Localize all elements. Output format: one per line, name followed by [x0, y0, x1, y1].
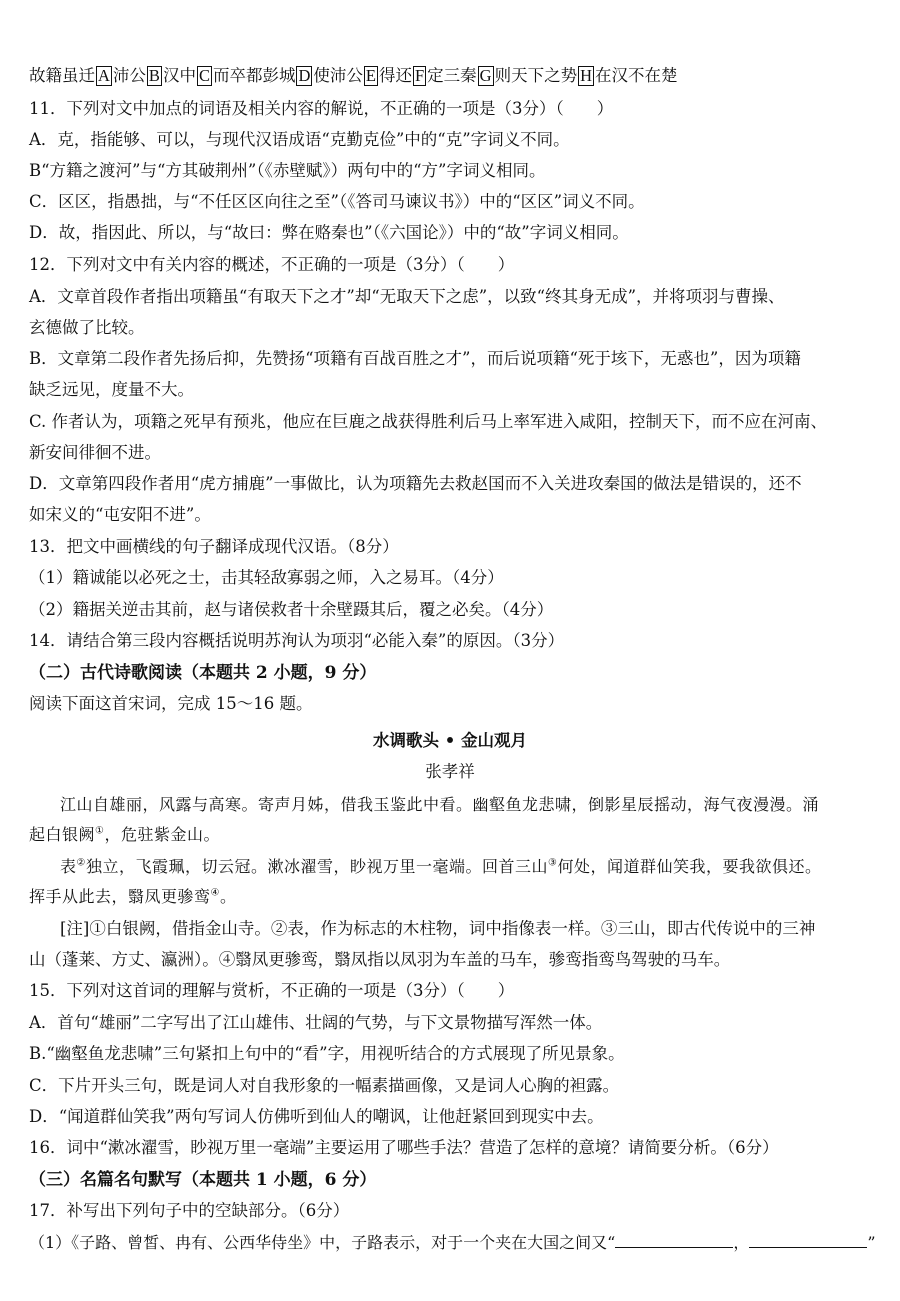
poem-note-line-1: [注]①白银阙，借指金山寺。②表，作为标志的木柱物，词中指像表一样。③三山，即古代传说中的三神: [60, 919, 816, 938]
q11-option-c[interactable]: C．区区，指愚拙，与“不任区区向往之至”（《答司马谏议书》）中的“区区”词义不同。: [29, 192, 645, 211]
box-f[interactable]: F: [414, 66, 425, 85]
q14-stem: 14．请结合第三段内容概括说明苏洵认为项羽“必能入秦”的原因。（3分）: [29, 631, 565, 650]
q15-option-c[interactable]: C．下片开头三句，既是词人对自我形象的一幅素描画像，又是词人心胸的袒露。: [29, 1076, 620, 1095]
q11-option-a[interactable]: A．克，指能够、可以，与现代汉语成语“克勤克俭”中的“克”字词义不同。: [29, 130, 570, 149]
box-a[interactable]: A: [98, 66, 110, 85]
q13-stem: 13．把文中画横线的句子翻译成现代汉语。（8分）: [29, 537, 399, 556]
answer-blank-2[interactable]: [749, 1231, 867, 1248]
q11-stem: 11．下列对文中加点的词语及相关内容的解说，不正确的一项是（3分）（ ）: [29, 99, 614, 118]
q13-sentence-2: （2）籍据关逆击其前，赵与诸侯救者十余壁蹑其后，覆之必矣。（4分）: [29, 600, 554, 619]
poem-stanza-1-line-2: 起白银阙①，危驻紫金山。: [29, 825, 220, 844]
q12-option-a[interactable]: A．文章首段作者指出项籍虽“有取天下之才”却“无取天下之虑”，以致“终其身无成”，并将项羽与曹操、: [29, 287, 785, 306]
section-2-heading: （二）古代诗歌阅读（本题共 2 小题，9 分）: [29, 663, 377, 683]
footnote-mark-3: ③: [548, 857, 558, 869]
poem-note-line-2: 山（蓬莱、方丈、瀛洲）。④翳凤更骖鸾，翳凤指以凤羽为车盖的马车，骖鸾指鸾鸟驾驶的马车。: [29, 950, 731, 969]
q13-sentence-1: （1）籍诚能以必死之士，击其轻敌寡弱之师，入之易耳。（4分）: [29, 568, 504, 587]
q12-option-c-cont: 新安间徘徊不进。: [29, 443, 161, 462]
q12-option-b[interactable]: B．文章第二段作者先扬后抑，先赞扬“项籍有百战百胜之才”，而后说项籍“死于垓下，无惑也”，因为项籍: [29, 349, 801, 368]
answer-blank-1[interactable]: [615, 1231, 733, 1248]
footnote-mark-4: ④: [210, 887, 220, 899]
q12-option-c[interactable]: C. 作者认为，项籍之死早有预兆，他应在巨鹿之战获得胜利后马上率军进入咸阳，控制天下，而不应在河南、: [29, 412, 828, 431]
box-h[interactable]: H: [580, 66, 592, 85]
section-2-intro: 阅读下面这首宋词，完成 15～16 题。: [29, 694, 313, 713]
q15-stem: 15．下列对这首词的理解与赏析，不正确的一项是（3分）（ ）: [29, 981, 515, 1000]
q12-option-d[interactable]: D．文章第四段作者用“虎方捕鹿”一事做比，认为项籍先去救赵国而不入关进攻秦国的做法是错误的，还不: [29, 474, 802, 493]
q16-stem: 16．词中“漱冰濯雪，眇视万里一毫端”主要运用了哪些手法？营造了怎样的意境？请简要分析。（6分）: [29, 1138, 779, 1157]
q12-option-a-cont: 玄德做了比较。: [29, 318, 145, 337]
box-e[interactable]: E: [365, 66, 376, 85]
box-c[interactable]: C: [198, 66, 210, 85]
q17-stem: 17．补写出下列句子中的空缺部分。（6分）: [29, 1201, 350, 1220]
q15-option-d[interactable]: D．“闻道群仙笑我”两句写词人仿佛听到仙人的嘲讽，让他赶紧回到现实中去。: [29, 1107, 604, 1126]
q12-option-b-cont: 缺乏远见，度量不大。: [29, 380, 194, 399]
poem-stanza-2-line-2: 挥手从此去，翳凤更骖鸾④。: [29, 887, 237, 906]
section-3-heading: （三）名篇名句默写（本题共 1 小题，6 分）: [29, 1170, 377, 1190]
q11-option-b[interactable]: B“方籍之渡河”与“方其破荆州”（《赤壁赋》）两句中的“方”字词义相同。: [29, 161, 546, 180]
q12-option-d-cont: 如宋义的“屯安阳不进”。: [29, 505, 211, 524]
box-g[interactable]: G: [479, 66, 492, 85]
poem-title: 水调歌头 • 金山观月: [372, 731, 528, 750]
poem-author: 张孝祥: [425, 762, 475, 781]
q12-stem: 12．下列对文中有关内容的概述，不正确的一项是（3分）（ ）: [29, 255, 515, 274]
poem-stanza-1-line-1: 江山自雄丽，风露与高寒。寄声月姊，借我玉鉴此中看。幽壑鱼龙悲啸，倒影星辰摇动，海气夜漫漫。涌: [60, 795, 820, 814]
box-d[interactable]: D: [298, 66, 311, 85]
q11-option-d[interactable]: D．故，指因此、所以，与“故曰：弊在赂秦也”（《六国论》）中的“故”字词义相同。: [29, 223, 629, 242]
footnote-mark-2: ②: [76, 857, 86, 869]
line-prefix: 故籍虽迁: [29, 66, 95, 85]
footnote-mark-1: ①: [95, 825, 105, 837]
q17-item-1: （1）《子路、曾皙、冉有、公西华侍坐》中，子路表示，对于一个夹在大国之间又“ ， ”: [29, 1233, 876, 1252]
punctuation-line: 故籍虽迁 A 沛公 B 汉中 C 而卒都彭城 D 使沛公 E 得还 F 定三秦 G 则天下之势 H 在汉不在楚: [29, 66, 678, 85]
poem-stanza-2-line-1: 表②独立，飞霞珮，切云冠。漱冰濯雪，眇视万里一毫端。回首三山③何处，闻道群仙笑我，要我欲俱还。: [60, 857, 822, 876]
q15-option-a[interactable]: A．首句“雄丽”二字写出了江山雄伟、壮阔的气势，与下文景物描写浑然一体。: [29, 1013, 603, 1032]
box-b[interactable]: B: [148, 66, 160, 85]
q15-option-b[interactable]: B.“幽壑鱼龙悲啸”三句紧扣上句中的“看”字，用视听结合的方式展现了所见景象。: [29, 1044, 625, 1063]
